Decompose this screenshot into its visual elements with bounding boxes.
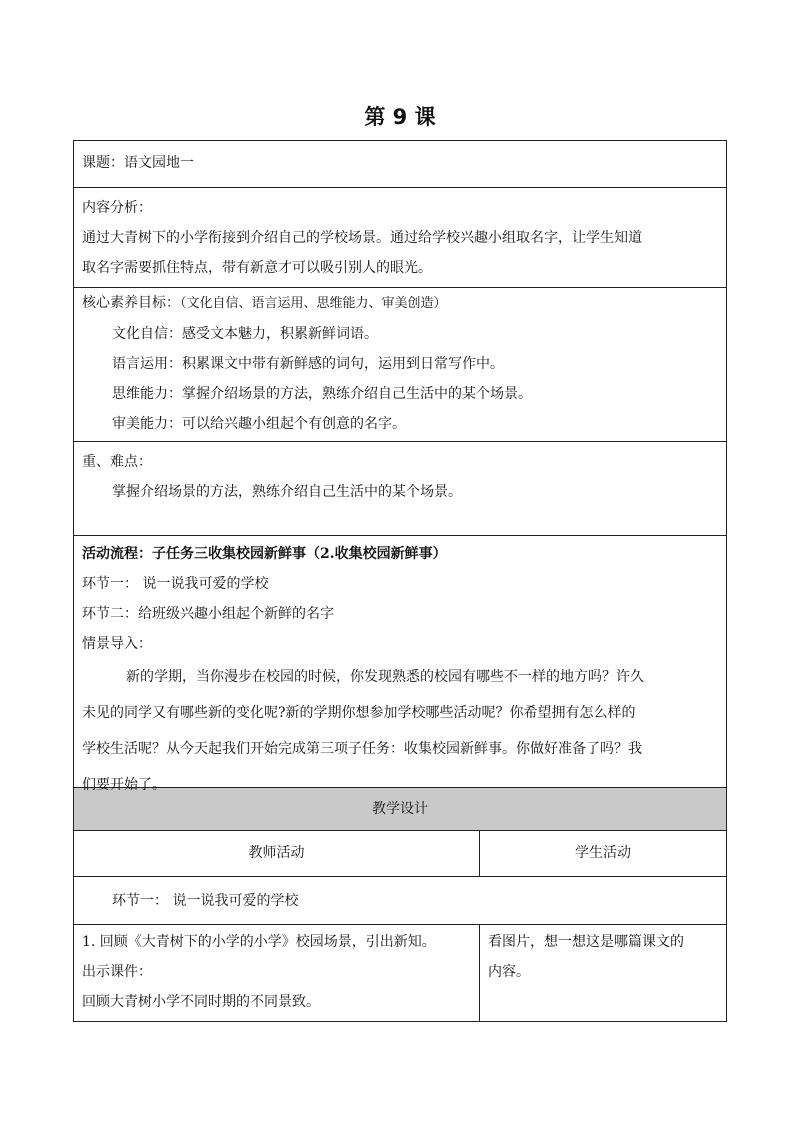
student-line: 看图片，想一想这是哪篇课文的 — [488, 934, 684, 950]
goal-item: 思维能力：掌握介绍场景的方法，熟练介绍自己生活中的某个场景。 — [112, 386, 532, 402]
core-goals-row — [74, 287, 726, 441]
core-goals-sub: （文化自信、语言运用、思维能力、审美创造） — [180, 296, 447, 311]
teacher-activity-header: 教师活动 — [74, 831, 480, 876]
intro-paragraph-line: 们要开始了。 — [82, 777, 166, 793]
student-activity-cell — [480, 925, 726, 1021]
goal-item: 文化自信：感受文本魅力，积累新鲜词语。 — [112, 326, 378, 342]
teacher-line: 1. 回顾《大青树下的小学的小学》校园场景，引出新知。 — [82, 934, 436, 950]
key-points-text: 掌握介绍场景的方法，熟练介绍自己生活中的某个场景。 — [112, 484, 462, 500]
student-activity-header: 学生活动 — [575, 845, 631, 861]
student-line: 内容。 — [488, 964, 530, 980]
intro-paragraph-line: 新的学期，当你漫步在校园的时候，你发现熟悉的校园有哪些不一样的地方吗？许久 — [126, 669, 644, 685]
content-analysis-line: 通过大青树下的小学衔接到介绍自己的学校场景。通过给学校兴趣小组取名字，让学生知道 — [82, 230, 642, 246]
teacher-activity-cell — [74, 925, 480, 1021]
lesson-plan-table — [73, 140, 727, 1022]
column-headers — [74, 830, 726, 876]
core-goals-label: 核心素养目标： — [82, 295, 180, 311]
goal-item: 语言运用：积累课文中带有新鲜感的词句，运用到日常写作中。 — [112, 356, 504, 372]
activity-step: 环节一： 说一说我可爱的学校 — [82, 576, 269, 592]
core-goals-heading — [82, 288, 718, 319]
activity-detail-row — [74, 924, 726, 1021]
key-points-row — [74, 441, 726, 535]
section-title: 环节一： 说一说我可爱的学校 — [112, 893, 299, 909]
section-row — [74, 876, 726, 924]
activity-heading: 活动流程：子任务三收集校园新鲜事（2.收集校园新鲜事） — [82, 546, 447, 562]
activity-row — [74, 535, 726, 793]
key-points-label: 重、难点： — [82, 454, 152, 470]
activity-step: 环节二：给班级兴趣小组起个新鲜的名字 — [82, 606, 334, 622]
goal-item: 审美能力：可以给兴趣小组起个有创意的名字。 — [112, 416, 406, 432]
teacher-line: 回顾大青树小学不同时期的不同景致。 — [82, 994, 320, 1010]
intro-paragraph-line: 未见的同学又有哪些新的变化呢?新的学期你想参加学校哪些活动呢？你希望拥有怎么样的 — [82, 705, 636, 721]
content-analysis-line: 取名字需要抓住特点，带有新意才可以吸引别人的眼光。 — [82, 260, 432, 276]
content-analysis-label: 内容分析： — [82, 200, 152, 216]
topic-row — [74, 141, 726, 187]
teaching-design-header: 教学设计 — [74, 787, 726, 830]
topic-text: 课题：语文园地一 — [82, 155, 194, 171]
intro-paragraph-line: 学校生活呢？从今天起我们开始完成第三项子任务：收集校园新鲜事。你做好准备了吗？我 — [82, 741, 642, 757]
page-title: 第 9 课 — [364, 105, 436, 129]
teacher-line: 出示课件： — [82, 964, 152, 980]
intro-label: 情景导入： — [82, 636, 152, 652]
content-analysis-row — [74, 187, 726, 287]
